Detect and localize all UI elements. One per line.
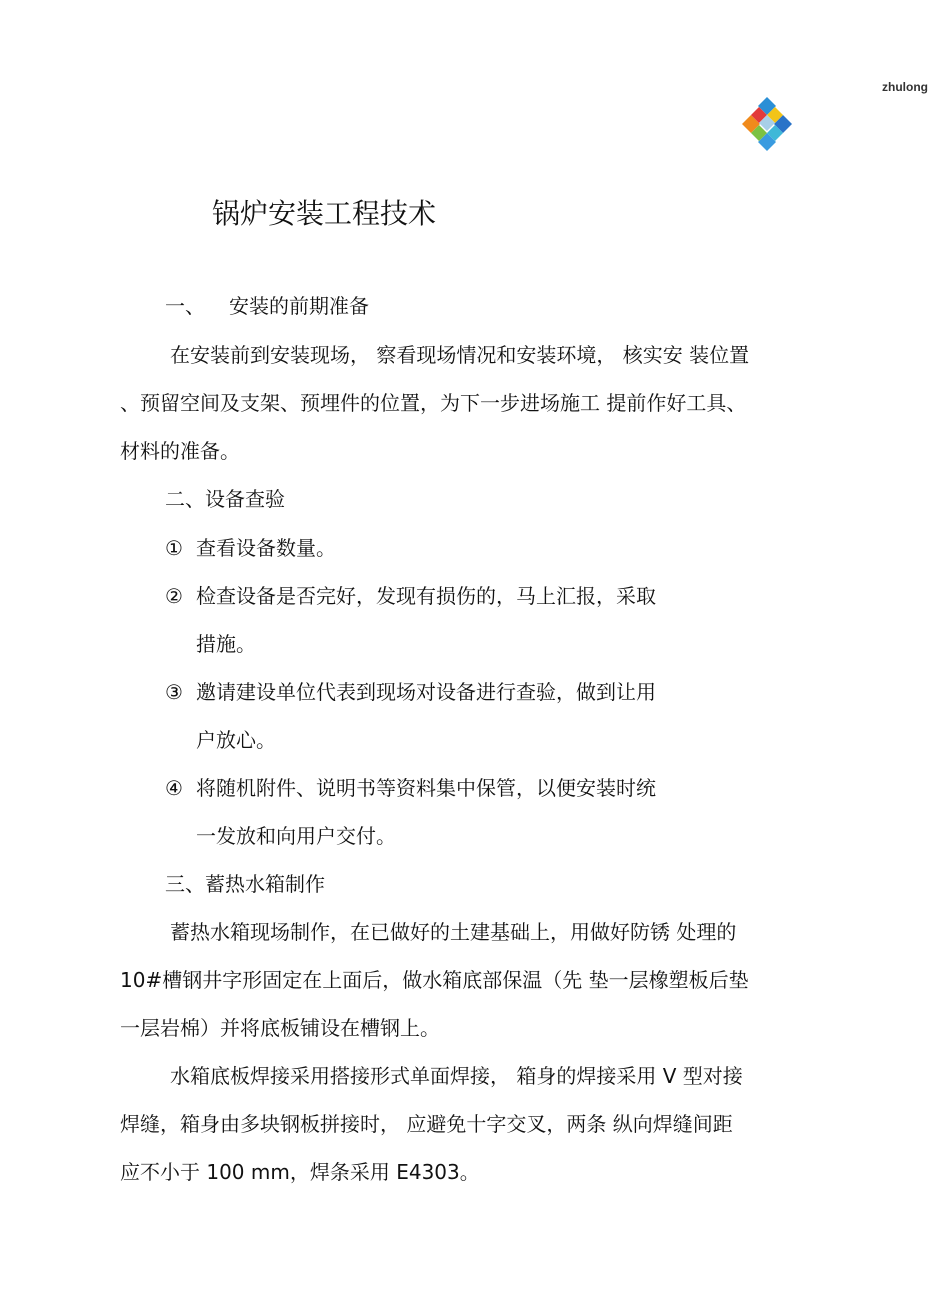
item-1-mark: ①: [165, 536, 183, 560]
item-4-line-2: 一发放和向用户交付。: [196, 824, 396, 848]
section-1-heading: [165, 293, 369, 319]
section-3-para-1-line-1: 蓄热水箱现场制作，在已做好的土建基础上，用做好防锈 处理的: [170, 920, 737, 944]
section-3-para-1-line-2: 10#槽钢井字形固定在上面后，做水箱底部保温（先 垫一层橡塑板后垫: [120, 968, 749, 992]
item-3-line-2: 户放心。: [196, 728, 276, 752]
section-1-line-2: 、预留空间及支架、预埋件的位置，为下一步进场施工 提前作好工具、: [120, 391, 747, 415]
section-3-para-2-line-3: 应不小于 100 mm，焊条采用 E4303。: [120, 1160, 480, 1184]
section-2-heading: 二、设备查验: [165, 487, 285, 511]
section-3-para-2-line-1: 水箱底板焊接采用搭接形式单面焊接， 箱身的焊接采用 V 型对接: [170, 1064, 743, 1088]
item-2-line-2: 措施。: [196, 632, 256, 656]
colorful-flower-logo-icon: [738, 96, 796, 154]
section-1-title: 安装的前期准备: [229, 294, 369, 318]
item-4-line-1: 将随机附件、说明书等资料集中保管，以便安装时统: [196, 776, 656, 800]
item-4-mark: ④: [165, 776, 183, 800]
section-3-heading: 三、蓄热水箱制作: [165, 872, 325, 896]
item-3-line-1: 邀请建设单位代表到现场对设备进行查验，做到让用: [196, 680, 656, 704]
section-3-para-1-line-3: 一层岩棉）并将底板铺设在槽钢上。: [120, 1016, 440, 1040]
item-2-mark: ②: [165, 584, 183, 608]
section-3-para-2-line-2: 焊缝，箱身由多块钢板拼接时， 应避免十字交叉，两条 纵向焊缝间距: [120, 1112, 733, 1136]
brand-watermark: zhulong: [882, 80, 928, 94]
item-3-mark: ③: [165, 680, 183, 704]
item-1-line-1: 查看设备数量。: [196, 536, 336, 560]
document-title: 锅炉安装工程技术: [212, 197, 437, 230]
section-1-line-1: 在安装前到安装现场， 察看现场情况和安装环境， 核实安 装位置: [170, 343, 750, 367]
section-1-line-3: 材料的准备。: [120, 439, 240, 463]
section-1-number: 一、: [165, 294, 205, 318]
item-2-line-1: 检查设备是否完好，发现有损伤的，马上汇报，采取: [196, 584, 656, 608]
